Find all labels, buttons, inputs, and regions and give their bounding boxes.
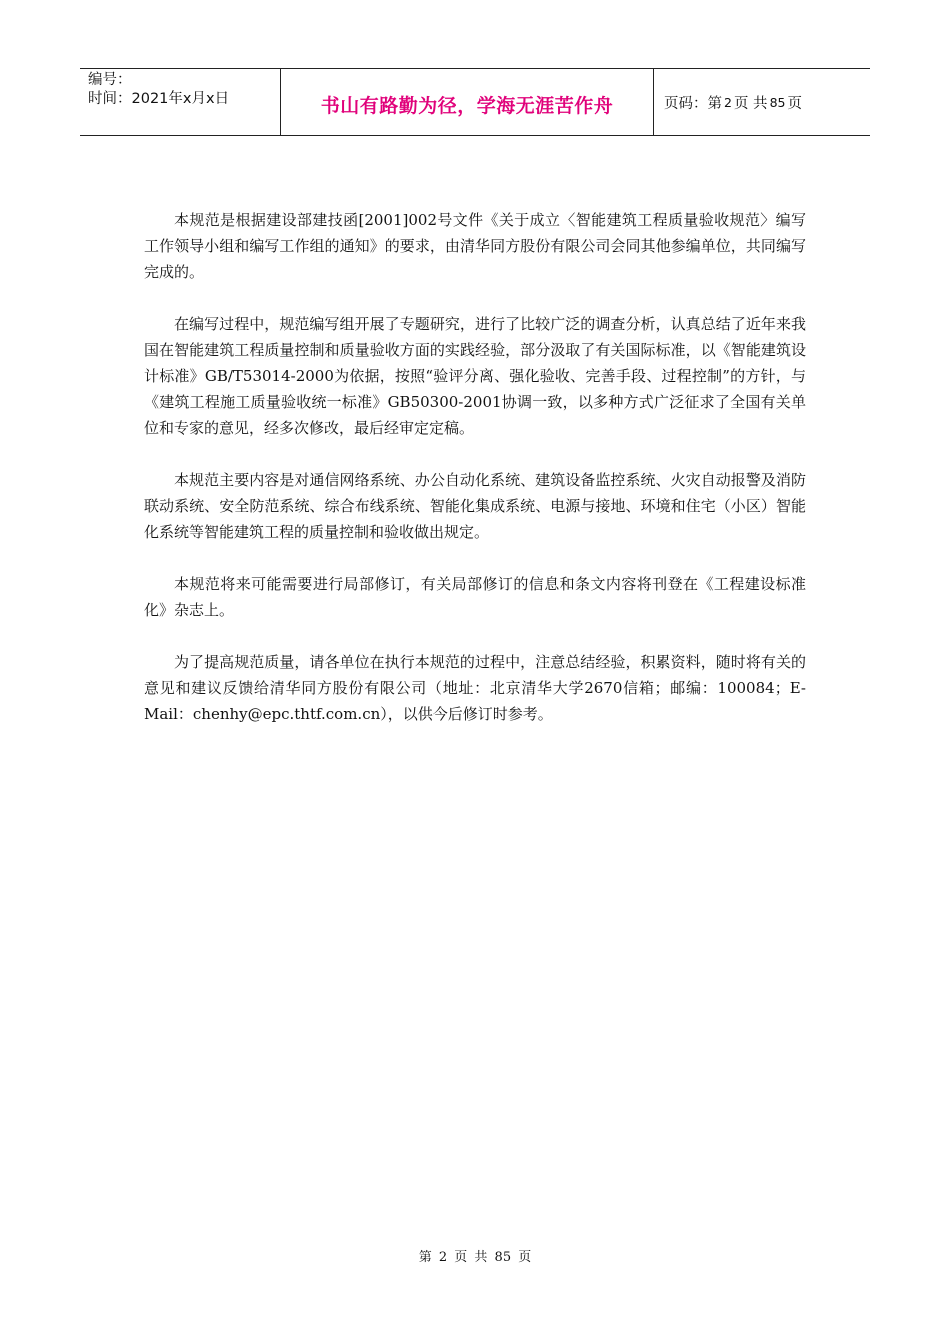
document-number-label: 编号：	[88, 72, 132, 88]
page-current: 2	[724, 94, 732, 110]
page-total: 85	[769, 94, 786, 110]
document-date: 时间：2021年x月x日	[88, 91, 230, 107]
header-page-info	[654, 69, 870, 135]
body-paragraph: 本规范是根据建设部建技函[2001]002号文件《关于成立〈智能建筑工程质量验收规范〉编写工作领导小组和编写工作组的通知》的要求，由清华同方股份有限公司会同其他参编单位，共同编写完成的。	[144, 211, 806, 281]
body-paragraph: 本规范将来可能需要进行局部修订，有关局部修订的信息和条文内容将刊登在《工程建设标准化》杂志上。	[144, 575, 806, 619]
page-footer: 第 2 页 共 85 页	[418, 1250, 532, 1265]
header-slogan: 书山有路勤为径，学海无涯苦作舟	[281, 69, 654, 135]
document-body	[144, 207, 806, 753]
page-mid: 页 共	[733, 95, 768, 112]
body-paragraph: 本规范主要内容是对通信网络系统、办公自动化系统、建筑设备监控系统、火灾自动报警及消防联动系统、安全防范系统、综合布线系统、智能化集成系统、电源与接地、环境和住宅（小区）智能化系统等智能建筑工程的质量控制和验收做出规定。	[144, 471, 806, 541]
page-prefix: 页码：第	[664, 95, 722, 112]
body-paragraph: 在编写过程中，规范编写组开展了专题研究，进行了比较广泛的调查分析，认真总结了近年来我国在智能建筑工程质量控制和质量验收方面的实践经验，部分汲取了有关国际标准，以《智能建筑设计标准》GB/T53014-2000为依据，按照“验评分离、强化验收、完善手段、过程控制”的方针，与《建筑工程施工质量验收统一标准》GB50300-2001协调一致，以多种方式广泛征求了全国有关单位和专家的意见，经多次修改，最后经审定定稿。	[144, 315, 806, 437]
page-suffix: 页	[787, 95, 802, 112]
body-paragraph: 为了提高规范质量，请各单位在执行本规范的过程中，注意总结经验，积累资料，随时将有关的意见和建议反馈给清华同方股份有限公司（地址：北京清华大学2670信箱；邮编：100084；E-Mail：chenhy@epc.thtf.com.cn），以供今后修订时参考。	[144, 653, 806, 723]
header-meta	[80, 69, 281, 135]
page-header	[80, 68, 870, 136]
